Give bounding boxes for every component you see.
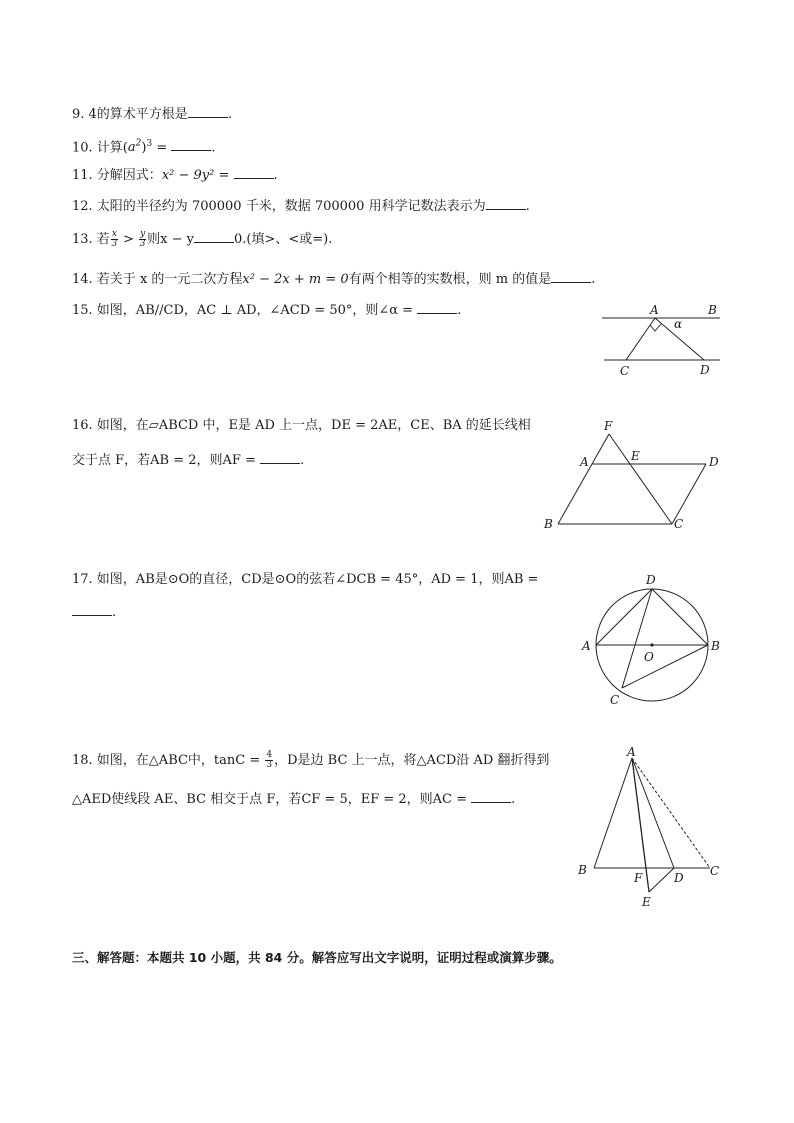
answer-blank	[486, 197, 526, 210]
label-C: C	[674, 517, 684, 531]
label-F: F	[604, 419, 613, 433]
answer-blank	[194, 230, 234, 243]
question-9: 9. 4的算术平方根是 .	[72, 107, 232, 122]
label-C: C	[620, 364, 630, 378]
label-B: B	[711, 639, 720, 653]
answer-blank	[260, 451, 300, 464]
question-15: 15. 如图，AB//CD，AC ⊥ AD，∠ACD = 50°，则∠α = .	[72, 303, 462, 318]
label-A: A	[650, 303, 659, 317]
label-O: O	[644, 650, 654, 664]
label-E: E	[631, 449, 640, 463]
label-B: B	[708, 303, 717, 317]
label-D: D	[674, 871, 684, 885]
question-17-line-2: .	[72, 603, 116, 622]
question-14: 14. 若关于 x 的一元二次方程x² − 2x + m = 0有两个相等的实数根，则 m 的值是 .	[72, 272, 596, 287]
label-B: B	[544, 517, 553, 531]
label-A: A	[582, 639, 591, 653]
question-18-line-1: 18. 如图，在△ABC中，tanC = $\frac{4}{3}$ ，D是边 BC 上一点，将△ACD沿 AD 翻折得到	[72, 750, 550, 770]
label-alpha: α	[674, 317, 683, 331]
question-10: 10. 计算$(a^2)^3$ = .	[72, 139, 216, 156]
label-C: C	[710, 864, 720, 878]
label-D: D	[709, 455, 719, 469]
answer-blank	[234, 166, 274, 179]
answer-blank	[551, 270, 591, 283]
question-18-line-2: △AED使线段 AE、BC 相交于点 F，若CF = 5，EF = 2，则AC = .	[72, 792, 516, 807]
answer-blank	[72, 603, 112, 616]
label-A: A	[580, 455, 589, 469]
answer-blank	[188, 105, 228, 118]
section-3-heading: 三、解答题：本题共 10 小题，共 84 分。解答应写出文字说明，证明过程或演算步骤。	[72, 950, 562, 965]
label-F: F	[634, 871, 643, 885]
figure-17	[576, 570, 726, 710]
question-13: 13. 若 $\frac{x}{3}$ > $\frac{y}{3}$ 则x − y 0.(填>、<或=).	[72, 229, 333, 249]
question-12: 12. 太阳的半径约为 700000 千米，数据 700000 用科学记数法表示为 .	[72, 199, 530, 214]
label-A: A	[627, 745, 636, 759]
figure-16	[540, 418, 730, 536]
question-11: 11. 分解因式：x² − 9y² = .	[72, 168, 278, 183]
figure-18	[574, 744, 724, 910]
label-C: C	[610, 693, 620, 707]
figure-15	[596, 300, 726, 380]
question-16-line-2: 交于点 F，若AB = 2，则AF = .	[72, 453, 305, 468]
label-D: D	[700, 363, 710, 377]
label-B: B	[578, 863, 587, 877]
label-D: D	[646, 573, 656, 587]
answer-blank	[471, 790, 511, 803]
answer-blank	[417, 301, 457, 314]
question-17-line-1: 17. 如图，AB是⊙O的直径，CD是⊙O的弦若∠DCB = 45°，AD = 1，则AB =	[72, 572, 539, 587]
question-16-line-1: 16. 如图，在▱ABCD 中，E是 AD 上一点，DE = 2AE，CE、BA 的延长线相	[72, 418, 531, 433]
answer-blank	[171, 138, 211, 151]
label-E: E	[642, 895, 651, 909]
